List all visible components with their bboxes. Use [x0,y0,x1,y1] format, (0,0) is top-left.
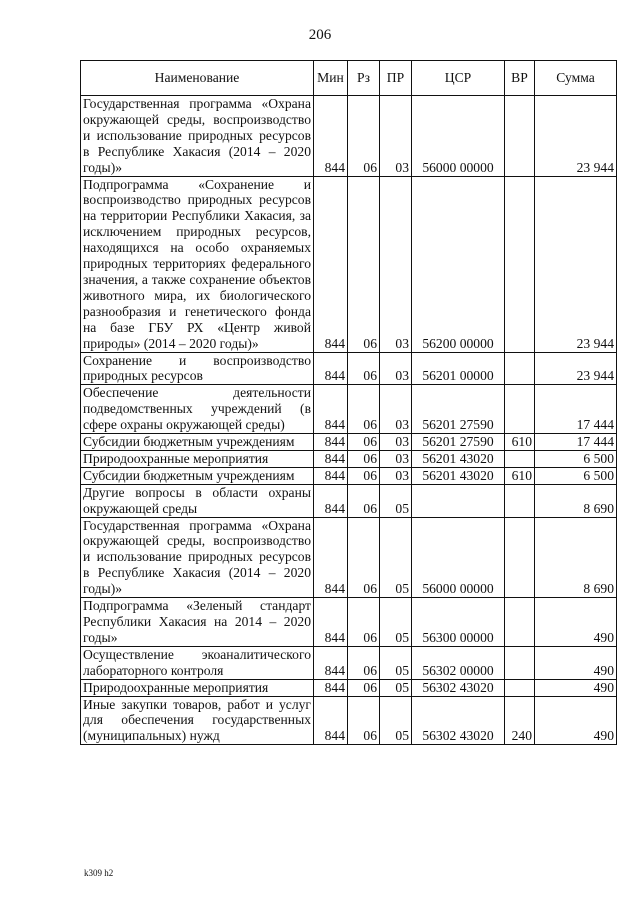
row-min: 844 [314,679,348,696]
row-rz: 06 [348,646,380,679]
row-name: Другие вопросы в области охраны окружающей среды [81,484,314,517]
row-vr [505,484,535,517]
row-sum: 17 444 [535,385,617,434]
row-vr [505,646,535,679]
row-min: 844 [314,385,348,434]
row-vr [505,352,535,385]
table-row [81,696,617,745]
row-min: 844 [314,450,348,467]
row-name: Иные закупки товаров, работ и услуг для обеспечения государственных (муниципальных) нужд [81,696,314,745]
row-pr: 05 [380,598,412,647]
row-min: 844 [314,598,348,647]
row-name: Осуществление экоаналитического лабораторного контроля [81,646,314,679]
row-min: 844 [314,467,348,484]
table-row [81,467,617,484]
row-name: Подпрограмма «Сохранение и воспроизводство природных ресурсов на территории Республики Хакасия, за исключением природных ресурсов, находящихся на особо охраняемых природных территориях федерального значения, а также сохранение объектов животного мира, их биологического разнообразия и генетического фонда на базе ГБУ РХ «Центр живой природы» (2014 – 2020 годы)» [81,176,314,352]
row-sum: 490 [535,679,617,696]
table-row [81,176,617,352]
table-row [81,646,617,679]
row-pr: 03 [380,176,412,352]
row-pr: 03 [380,352,412,385]
row-vr [505,679,535,696]
row-rz: 06 [348,385,380,434]
header-pr: ПР [380,61,412,96]
row-rz: 06 [348,434,380,451]
header-vr: ВР [505,61,535,96]
row-min: 844 [314,96,348,177]
row-rz: 06 [348,598,380,647]
row-name: Подпрограмма «Зеленый стандарт Республики Хакасия на 2014 – 2020 годы» [81,598,314,647]
row-min: 844 [314,646,348,679]
row-csr: 56201 27590 [412,385,505,434]
header-sum: Сумма [535,61,617,96]
row-rz: 06 [348,467,380,484]
row-sum: 8 690 [535,484,617,517]
row-pr: 03 [380,450,412,467]
row-name: Обеспечение деятельности подведомственных учреждений (в сфере охраны окружающей среды) [81,385,314,434]
footer-code: k309 h2 [84,868,114,878]
row-rz: 06 [348,450,380,467]
row-sum: 6 500 [535,467,617,484]
row-pr: 05 [380,646,412,679]
row-rz: 06 [348,484,380,517]
row-sum: 23 944 [535,352,617,385]
row-vr: 610 [505,467,535,484]
row-sum: 23 944 [535,96,617,177]
row-csr: 56201 27590 [412,434,505,451]
row-vr [505,176,535,352]
row-sum: 490 [535,646,617,679]
row-csr [412,484,505,517]
row-sum: 490 [535,696,617,745]
row-min: 844 [314,352,348,385]
row-rz: 06 [348,352,380,385]
row-csr: 56200 00000 [412,176,505,352]
table-row [81,96,617,177]
row-rz: 06 [348,696,380,745]
header-csr: ЦСР [412,61,505,96]
table-row [81,385,617,434]
row-min: 844 [314,517,348,598]
row-vr [505,450,535,467]
row-csr: 56201 43020 [412,467,505,484]
row-csr: 56302 00000 [412,646,505,679]
row-sum: 8 690 [535,517,617,598]
row-pr: 05 [380,517,412,598]
row-name: Государственная программа «Охрана окружающей среды, воспроизводство и использование природных ресурсов в Республике Хакасия (2014 – 2020 годы)» [81,517,314,598]
row-vr [505,517,535,598]
row-vr: 610 [505,434,535,451]
header-name: Наименование [81,61,314,96]
row-pr: 03 [380,385,412,434]
row-min: 844 [314,434,348,451]
row-vr: 240 [505,696,535,745]
page-number: 206 [308,27,332,43]
row-sum: 6 500 [535,450,617,467]
table-row [81,434,617,451]
row-min: 844 [314,484,348,517]
row-name: Природоохранные мероприятия [81,679,314,696]
row-sum: 17 444 [535,434,617,451]
row-pr: 03 [380,96,412,177]
row-vr [505,598,535,647]
table-row [81,598,617,647]
header-min: Мин [314,61,348,96]
row-pr: 05 [380,696,412,745]
row-sum: 490 [535,598,617,647]
row-vr [505,385,535,434]
row-csr: 56000 00000 [412,517,505,598]
row-rz: 06 [348,176,380,352]
row-pr: 03 [380,434,412,451]
row-rz: 06 [348,517,380,598]
row-name: Субсидии бюджетным учреждениям [81,434,314,451]
row-name: Сохранение и воспроизводство природных ресурсов [81,352,314,385]
row-pr: 03 [380,467,412,484]
table-header-row [81,61,617,96]
table-row [81,679,617,696]
row-name: Субсидии бюджетным учреждениям [81,467,314,484]
row-vr [505,96,535,177]
table-row [81,517,617,598]
row-csr: 56302 43020 [412,696,505,745]
row-min: 844 [314,176,348,352]
row-pr: 05 [380,679,412,696]
row-csr: 56201 43020 [412,450,505,467]
row-csr: 56300 00000 [412,598,505,647]
row-name: Природоохранные мероприятия [81,450,314,467]
budget-table [80,60,617,745]
row-pr: 05 [380,484,412,517]
row-csr: 56201 00000 [412,352,505,385]
table-row [81,484,617,517]
header-rz: Рз [348,61,380,96]
row-csr: 56302 43020 [412,679,505,696]
row-rz: 06 [348,679,380,696]
row-min: 844 [314,696,348,745]
table-row [81,450,617,467]
row-sum: 23 944 [535,176,617,352]
row-name: Государственная программа «Охрана окружающей среды, воспроизводство и использование природных ресурсов в Республике Хакасия (2014 – 2020 годы)» [81,96,314,177]
row-csr: 56000 00000 [412,96,505,177]
row-rz: 06 [348,96,380,177]
table-row [81,352,617,385]
